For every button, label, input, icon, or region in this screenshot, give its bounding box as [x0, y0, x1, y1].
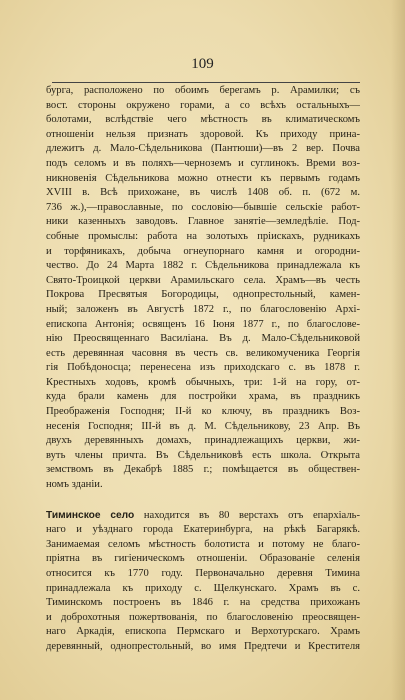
text-line: принадлежала къ приходу с. Щелкунскаго. Храмъ въ с. — [46, 582, 360, 594]
text-line: ный; заложенъ въ Августѣ 1872 г., по благословенію Архі- — [46, 303, 360, 315]
page-edge-shadow — [391, 0, 405, 700]
text-line: Покрова Пресвятыя Богородицы, однопрестольный, камен- — [46, 289, 360, 301]
section-sedelnikovo — [46, 84, 360, 493]
text-line: наго и уѣзднаго города Екатеринбурга, на рѣкѣ Багарякѣ. — [46, 524, 360, 536]
section-heading: Тиминское село — [46, 509, 135, 521]
text-line: XVIII в. Всѣ прихожане, въ числѣ 1408 об. п. (672 м. — [46, 187, 360, 199]
text-line: длежитъ д. Мало-Сѣдельникова (Пантюши)—въ 2 вер. Почва — [46, 143, 360, 155]
text-line: и торфяникахъ, добыча огнеупорнаго камня и огородни- — [46, 245, 360, 257]
paragraph-gap — [46, 493, 360, 509]
text-line: несенія Господня; III-й въ д. М. Сѣдельникову, 23 Апр. Въ — [46, 420, 360, 432]
text-line: ники казенныхъ заводовъ. Главное занятіе—земледѣліе. Под- — [46, 216, 360, 228]
text-line: бурга, расположено по обоимъ берегамъ р. Арамилки; съ — [46, 85, 360, 96]
text-line: Тиминскомъ построенъ въ 1846 г. на средства прихожанъ — [46, 597, 360, 609]
text-line: и доброхотныя пожертвованія, по благословенію преосвящен- — [46, 611, 360, 623]
section-timinskoe — [46, 509, 360, 655]
text-line — [46, 509, 360, 524]
text-line: гія Побѣдоносца; перенесена изъ приходскаго с. въ 1878 г. — [46, 362, 360, 374]
text-line: номъ зданіи. — [46, 479, 103, 491]
text-line: подъ селомъ и въ поляхъ—черноземъ и суглинокъ. Времи воз- — [46, 157, 360, 169]
text-line: Крестныхъ ходовъ, кромѣ обычныхъ, три: 1-й на гору, от- — [46, 376, 360, 388]
text-line: Преображенія Господня; II-й ко ключу, въ праздникъ Воз- — [46, 406, 360, 418]
text-line: относится къ 1770 году. Первоначально деревня Тимина — [46, 568, 360, 579]
text-line: Занимаемая селомъ мѣстность болотиста и потому не благо- — [46, 538, 360, 550]
text-line: вуть члены причта. Въ Сѣдельниковѣ есть школа. Открыта — [46, 449, 360, 461]
text-line: епископа Антонія; освященъ 16 Іюня 1877 г., по благослове- — [46, 318, 360, 330]
text-line: чество. До 24 Марта 1882 г. Сѣдельникова принадлежала къ — [46, 260, 360, 272]
page-number: 109 — [191, 56, 214, 72]
page-text — [46, 84, 360, 655]
text-line: есть деревянная часовня въ честь св. великомученика Георгія — [46, 347, 360, 359]
text-line: двухъ деревянныхъ домахъ, принадлежащихъ церкви, жи- — [46, 435, 360, 447]
text-line: деревянный, однопрестольный, во имя Предтечи и Крестителя — [46, 640, 360, 652]
text-line: никновенія Сѣдельникова можно отнести къ первымъ годамъ — [46, 172, 360, 184]
text-line: земствомъ въ Декабрѣ 1885 г.; помѣщается въ общеcтвен- — [46, 464, 360, 476]
text-line: пріятна въ гигіеническомъ отношеніи. Образованіе селенія — [46, 553, 360, 565]
text-line: Свято-Троицкой церкви Арамильскаго села. Храмъ—въ честь — [46, 274, 360, 286]
heading-line-rest: находится въ 80 верстахъ отъ епархіаль- — [134, 509, 360, 521]
text-line: 736 ж.),—православные, по сословію—бывшіе сельскіе работ- — [46, 201, 360, 213]
header-rule — [52, 82, 360, 83]
text-line: куда брали камень для постройки храма, въ праздникъ — [46, 391, 360, 403]
text-line: болотами, вслѣдствіе чего мѣстность въ климатическомъ — [46, 114, 360, 126]
text-line: собные промыслы: работа на золотыхъ пріискахъ, рудникахъ — [46, 230, 360, 242]
text-line: вост. стороны окружено горами, а со всѣхъ остальныхъ— — [46, 99, 360, 111]
text-line: нію Преосвященнаго Василіана. Въ д. Мало-Сѣдельниковой — [46, 333, 360, 345]
text-line: отношеніи нельзя признать здоровой. Къ приходу прина- — [46, 128, 360, 140]
text-line: наго Аркадія, епископа Пермскаго и Верхотурскаго. Храмъ — [46, 626, 360, 638]
